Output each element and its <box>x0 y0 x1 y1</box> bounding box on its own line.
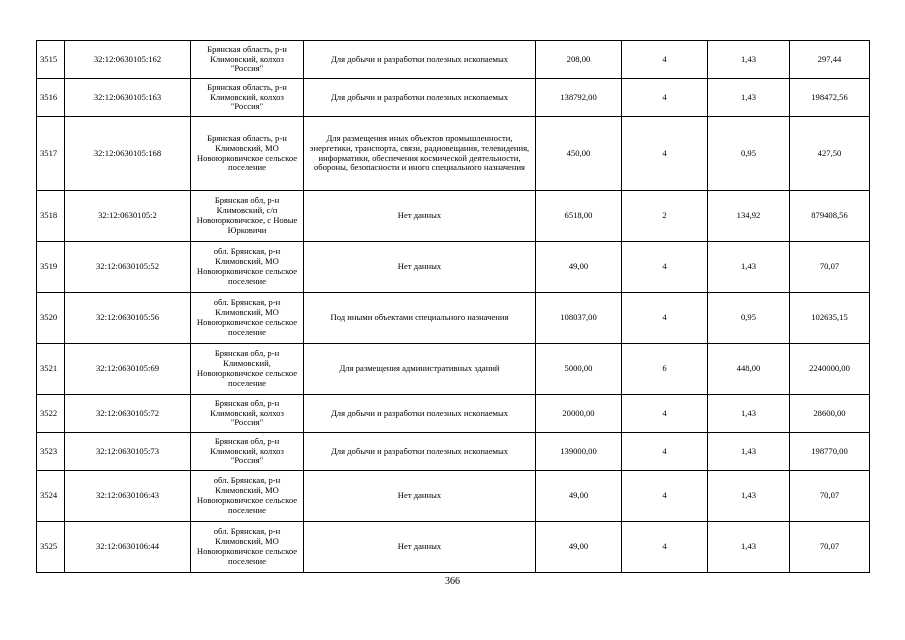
purpose-cell: Для добычи и разработки полезных ископаемых <box>304 41 536 79</box>
purpose-cell: Для добычи и разработки полезных ископаемых <box>304 79 536 117</box>
table-row <box>37 522 870 573</box>
table-row <box>37 242 870 293</box>
group-cell: 4 <box>622 471 708 522</box>
group-cell: 4 <box>622 293 708 344</box>
rate-cell: 448,00 <box>708 344 790 395</box>
area-cell: 49,00 <box>536 471 622 522</box>
address-cell: обл. Брянская, р-н Климовский, МО Новоюрковичское сельское поселение <box>191 242 304 293</box>
purpose-cell: Для размещения иных объектов промышленности, энергетики, транспорта, связи, радиовещания, телевидения, информатики, обеспечения космической деятельности, обороны, безопасности и иного специального назначения <box>304 117 536 191</box>
rate-cell: 0,95 <box>708 117 790 191</box>
table-row <box>37 79 870 117</box>
address-cell: Брянская обл, р-н Климовский, Новоюрковичское сельское поселение <box>191 344 304 395</box>
table-body <box>37 41 870 573</box>
address-cell: обл. Брянская, р-н Климовский, МО Новоюрковичское сельское поселение <box>191 471 304 522</box>
group-cell: 4 <box>622 433 708 471</box>
row-number: 3525 <box>37 522 65 573</box>
rate-cell: 1,43 <box>708 433 790 471</box>
table-row <box>37 117 870 191</box>
row-number: 3524 <box>37 471 65 522</box>
table-row <box>37 344 870 395</box>
row-number: 3519 <box>37 242 65 293</box>
value-cell: 28600,00 <box>790 395 870 433</box>
address-cell: Брянская область, р-н Климовский, колхоз "Россия" <box>191 79 304 117</box>
address-cell: Брянская обл, р-н Климовский, колхоз "Россия" <box>191 395 304 433</box>
rate-cell: 1,43 <box>708 395 790 433</box>
row-number: 3520 <box>37 293 65 344</box>
table-row <box>37 433 870 471</box>
row-number: 3521 <box>37 344 65 395</box>
value-cell: 70,07 <box>790 471 870 522</box>
purpose-cell: Нет данных <box>304 242 536 293</box>
rate-cell: 0,95 <box>708 293 790 344</box>
group-cell: 6 <box>622 344 708 395</box>
row-number: 3518 <box>37 191 65 242</box>
area-cell: 49,00 <box>536 242 622 293</box>
row-number: 3523 <box>37 433 65 471</box>
cadastral-number: 32:12:0630105:163 <box>65 79 191 117</box>
rate-cell: 1,43 <box>708 79 790 117</box>
area-cell: 138792,00 <box>536 79 622 117</box>
value-cell: 70,07 <box>790 242 870 293</box>
value-cell: 2240000,00 <box>790 344 870 395</box>
area-cell: 450,00 <box>536 117 622 191</box>
purpose-cell: Нет данных <box>304 471 536 522</box>
table-row <box>37 191 870 242</box>
value-cell: 198770,00 <box>790 433 870 471</box>
purpose-cell: Для добычи и разработки полезных ископаемых <box>304 433 536 471</box>
area-cell: 20000,00 <box>536 395 622 433</box>
address-cell: Брянская область, р-н Климовский, МО Новоюрковичское сельское поселение <box>191 117 304 191</box>
rate-cell: 1,43 <box>708 242 790 293</box>
cadastral-number: 32:12:0630105:69 <box>65 344 191 395</box>
cadastral-number: 32:12:0630105:72 <box>65 395 191 433</box>
address-cell: Брянская обл, р-н Климовский, с/п Новоюрковичское, с Новые Юрковичи <box>191 191 304 242</box>
rate-cell: 1,43 <box>708 41 790 79</box>
value-cell: 879408,56 <box>790 191 870 242</box>
address-cell: обл. Брянская, р-н Климовский, МО Новоюрковичское сельское поселение <box>191 522 304 573</box>
cadastral-number: 32:12:0630105:168 <box>65 117 191 191</box>
address-cell: Брянская обл, р-н Климовский, колхоз "Россия" <box>191 433 304 471</box>
row-number: 3522 <box>37 395 65 433</box>
purpose-cell: Под иными объектами специального назначения <box>304 293 536 344</box>
cadastral-table <box>36 40 870 573</box>
cadastral-number: 32:12:0630105:2 <box>65 191 191 242</box>
table-row <box>37 41 870 79</box>
purpose-cell: Для добычи и разработки полезных ископаемых <box>304 395 536 433</box>
value-cell: 427,50 <box>790 117 870 191</box>
row-number: 3516 <box>37 79 65 117</box>
purpose-cell: Для размещения административных зданий <box>304 344 536 395</box>
cadastral-number: 32:12:0630105:73 <box>65 433 191 471</box>
address-cell: обл. Брянская, р-н Климовский, МО Новоюрковичское сельское поселение <box>191 293 304 344</box>
rate-cell: 1,43 <box>708 471 790 522</box>
value-cell: 102635,15 <box>790 293 870 344</box>
group-cell: 4 <box>622 41 708 79</box>
cadastral-number: 32:12:0630106:43 <box>65 471 191 522</box>
value-cell: 297,44 <box>790 41 870 79</box>
table-row <box>37 471 870 522</box>
value-cell: 198472,56 <box>790 79 870 117</box>
area-cell: 208,00 <box>536 41 622 79</box>
area-cell: 6518,00 <box>536 191 622 242</box>
row-number: 3515 <box>37 41 65 79</box>
row-number: 3517 <box>37 117 65 191</box>
area-cell: 139000,00 <box>536 433 622 471</box>
table-row <box>37 293 870 344</box>
area-cell: 108037,00 <box>536 293 622 344</box>
cadastral-number: 32:12:0630105:56 <box>65 293 191 344</box>
table-row <box>37 395 870 433</box>
area-cell: 49,00 <box>536 522 622 573</box>
purpose-cell: Нет данных <box>304 191 536 242</box>
purpose-cell: Нет данных <box>304 522 536 573</box>
group-cell: 4 <box>622 117 708 191</box>
group-cell: 4 <box>622 395 708 433</box>
value-cell: 70,07 <box>790 522 870 573</box>
group-cell: 4 <box>622 242 708 293</box>
address-cell: Брянская область, р-н Климовский, колхоз "Россия" <box>191 41 304 79</box>
group-cell: 4 <box>622 522 708 573</box>
rate-cell: 1,43 <box>708 522 790 573</box>
cadastral-number: 32:12:0630106:44 <box>65 522 191 573</box>
group-cell: 2 <box>622 191 708 242</box>
rate-cell: 134,92 <box>708 191 790 242</box>
page-number: 366 <box>445 576 460 587</box>
cadastral-number: 32:12:0630105:52 <box>65 242 191 293</box>
area-cell: 5000,00 <box>536 344 622 395</box>
cadastral-number: 32:12:0630105:162 <box>65 41 191 79</box>
group-cell: 4 <box>622 79 708 117</box>
